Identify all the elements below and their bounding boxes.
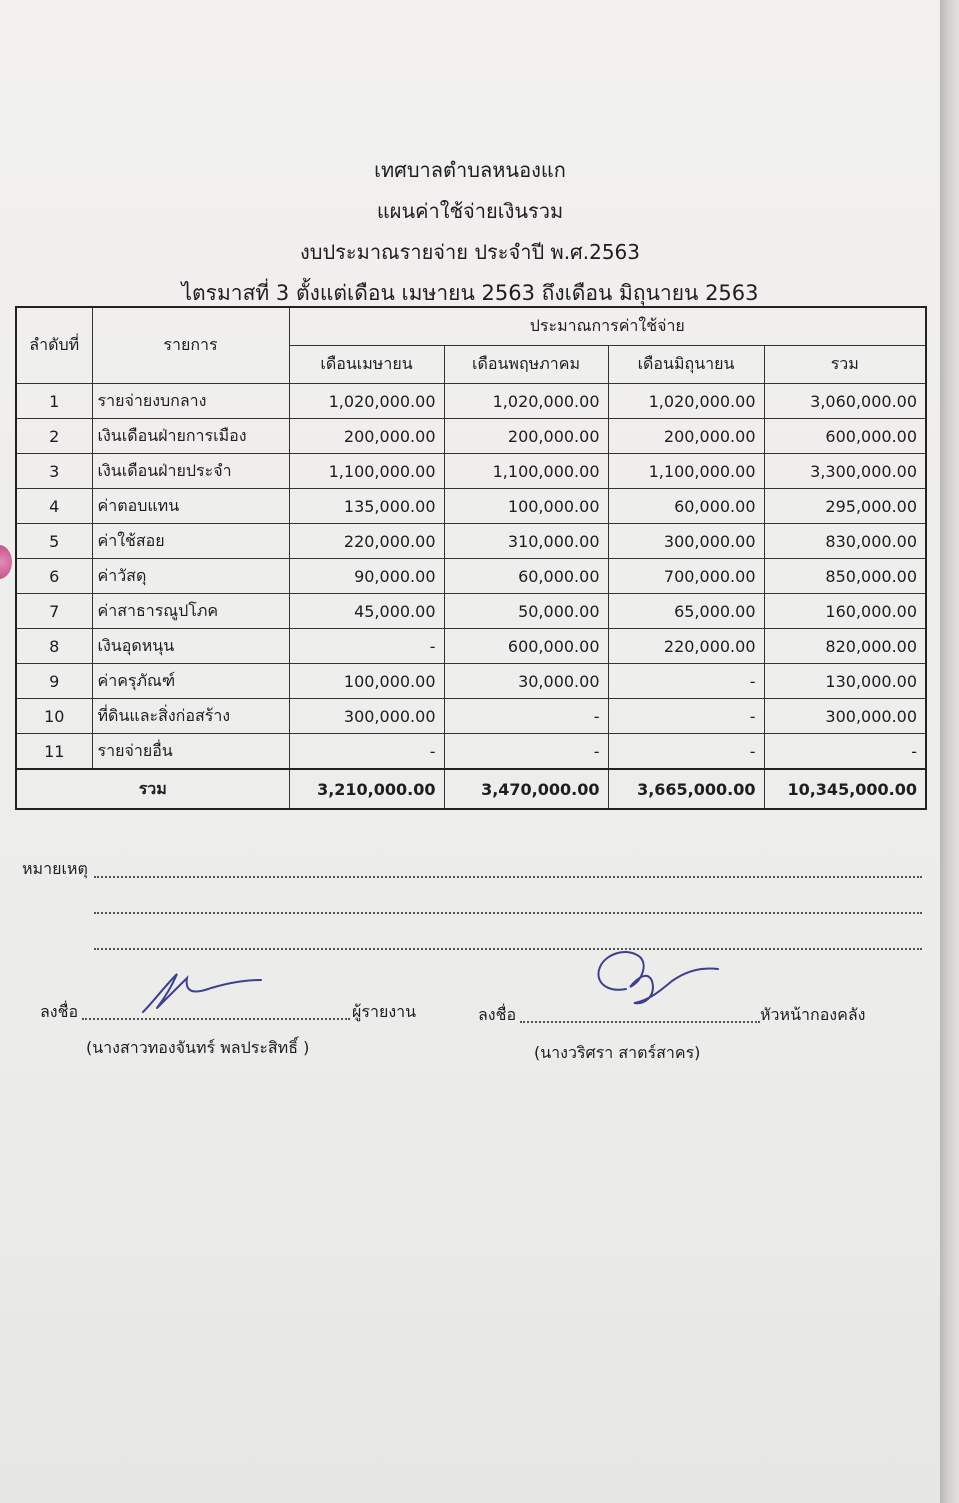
row-total: 300,000.00 (764, 699, 926, 734)
row-april: - (289, 629, 444, 664)
row-may: 310,000.00 (444, 524, 608, 559)
reporter-sign-line (82, 1018, 350, 1020)
row-item: เงินเดือนฝ่ายการเมือง (92, 419, 289, 454)
row-april: 135,000.00 (289, 489, 444, 524)
total-label: รวม (16, 769, 289, 809)
plan-title: แผนค่าใช้จ่ายเงินรวม (376, 199, 564, 223)
row-total: - (764, 734, 926, 770)
header-total: รวม (764, 346, 926, 384)
row-june: 300,000.00 (608, 524, 764, 559)
row-total: 830,000.00 (764, 524, 926, 559)
row-total: 295,000.00 (764, 489, 926, 524)
reporter-signature-block (40, 1000, 440, 1060)
finance-head-signature-block (478, 1003, 898, 1063)
reporter-name: (นางสาวทองจันทร์ พลประสิทธิ์ ) (86, 1038, 310, 1057)
punch-hole-mark (0, 545, 12, 579)
row-june: - (608, 699, 764, 734)
table-row (16, 489, 926, 524)
row-june: - (608, 734, 764, 770)
table-total-row (16, 769, 926, 809)
row-item: ค่าวัสดุ (92, 559, 289, 594)
table-row (16, 384, 926, 419)
finance-head-signature (586, 941, 726, 1013)
row-may: 200,000.00 (444, 419, 608, 454)
row-number: 3 (16, 454, 92, 489)
total-june: 3,665,000.00 (608, 769, 764, 809)
finance-head-role: หัวหน้ากองคลัง (760, 1005, 866, 1024)
row-may: 30,000.00 (444, 664, 608, 699)
remarks-line-2 (94, 912, 922, 914)
header-april: เดือนเมษายน (289, 346, 444, 384)
row-number: 2 (16, 419, 92, 454)
row-june: 60,000.00 (608, 489, 764, 524)
reporter-role: ผู้รายงาน (352, 1002, 417, 1021)
row-total: 850,000.00 (764, 559, 926, 594)
row-may: - (444, 734, 608, 770)
table-row (16, 664, 926, 699)
reporter-sign-label: ลงชื่อ (40, 1002, 79, 1021)
row-june: 700,000.00 (608, 559, 764, 594)
row-april: 220,000.00 (289, 524, 444, 559)
row-june: 65,000.00 (608, 594, 764, 629)
row-june: 220,000.00 (608, 629, 764, 664)
row-total: 820,000.00 (764, 629, 926, 664)
row-april: 300,000.00 (289, 699, 444, 734)
row-number: 4 (16, 489, 92, 524)
row-total: 3,060,000.00 (764, 384, 926, 419)
table-row (16, 419, 926, 454)
row-item: ค่าใช้สอย (92, 524, 289, 559)
row-total: 600,000.00 (764, 419, 926, 454)
remarks-label: หมายเหตุ (22, 859, 88, 878)
remarks-line-1 (94, 876, 922, 878)
row-number: 11 (16, 734, 92, 770)
row-number: 10 (16, 699, 92, 734)
row-april: 200,000.00 (289, 419, 444, 454)
row-item: ค่าครุภัณฑ์ (92, 664, 289, 699)
table-row (16, 524, 926, 559)
budget-year: งบประมาณรายจ่าย ประจำปี พ.ศ.2563 (300, 240, 640, 264)
row-may: 50,000.00 (444, 594, 608, 629)
header-no: ลำดับที่ (16, 307, 92, 384)
paper-edge-shadow (940, 0, 959, 1503)
document-heading (0, 150, 940, 314)
table-row (16, 699, 926, 734)
row-item: ค่าสาธารณูปโภค (92, 594, 289, 629)
row-item: รายจ่ายอื่น (92, 734, 289, 770)
row-item: ที่ดินและสิ่งก่อสร้าง (92, 699, 289, 734)
row-number: 7 (16, 594, 92, 629)
total-april: 3,210,000.00 (289, 769, 444, 809)
row-april: 1,100,000.00 (289, 454, 444, 489)
remarks-line-3 (94, 948, 922, 950)
budget-table-body (16, 384, 926, 770)
table-row (16, 559, 926, 594)
finance-head-sign-line (520, 1021, 760, 1023)
row-may: 100,000.00 (444, 489, 608, 524)
row-june: 1,100,000.00 (608, 454, 764, 489)
row-april: 90,000.00 (289, 559, 444, 594)
row-total: 3,300,000.00 (764, 454, 926, 489)
table-row (16, 454, 926, 489)
row-number: 5 (16, 524, 92, 559)
row-may: 1,020,000.00 (444, 384, 608, 419)
header-may: เดือนพฤษภาคม (444, 346, 608, 384)
finance-head-sign-label: ลงชื่อ (478, 1005, 517, 1024)
table-row (16, 629, 926, 664)
remarks-section (22, 855, 922, 963)
row-june: 1,020,000.00 (608, 384, 764, 419)
row-april: 100,000.00 (289, 664, 444, 699)
row-may: 1,100,000.00 (444, 454, 608, 489)
total-may: 3,470,000.00 (444, 769, 608, 809)
row-number: 9 (16, 664, 92, 699)
row-april: - (289, 734, 444, 770)
row-number: 8 (16, 629, 92, 664)
table-row (16, 594, 926, 629)
header-june: เดือนมิถุนายน (608, 346, 764, 384)
row-april: 45,000.00 (289, 594, 444, 629)
row-total: 160,000.00 (764, 594, 926, 629)
organization-name: เทศบาลตำบลหนองแก (374, 158, 566, 182)
row-june: 200,000.00 (608, 419, 764, 454)
header-item: รายการ (92, 307, 289, 384)
row-june: - (608, 664, 764, 699)
row-total: 130,000.00 (764, 664, 926, 699)
row-number: 1 (16, 384, 92, 419)
row-number: 6 (16, 559, 92, 594)
row-april: 1,020,000.00 (289, 384, 444, 419)
grand-total: 10,345,000.00 (764, 769, 926, 809)
table-row (16, 734, 926, 770)
row-item: ค่าตอบแทน (92, 489, 289, 524)
row-item: รายจ่ายงบกลาง (92, 384, 289, 419)
header-estimate-group: ประมาณการค่าใช้จ่าย (289, 307, 926, 346)
reporter-signature (135, 968, 265, 1018)
row-item: เงินเดือนฝ่ายประจำ (92, 454, 289, 489)
finance-head-name: (นางวริศรา สาตร์สาคร) (534, 1043, 701, 1062)
quarter-period: ไตรมาสที่ 3 ตั้งแต่เดือน เมษายน 2563 ถึงเดือน มิถุนายน 2563 (181, 281, 759, 305)
budget-table (15, 306, 927, 810)
row-may: 600,000.00 (444, 629, 608, 664)
row-item: เงินอุดหนุน (92, 629, 289, 664)
row-may: - (444, 699, 608, 734)
row-may: 60,000.00 (444, 559, 608, 594)
